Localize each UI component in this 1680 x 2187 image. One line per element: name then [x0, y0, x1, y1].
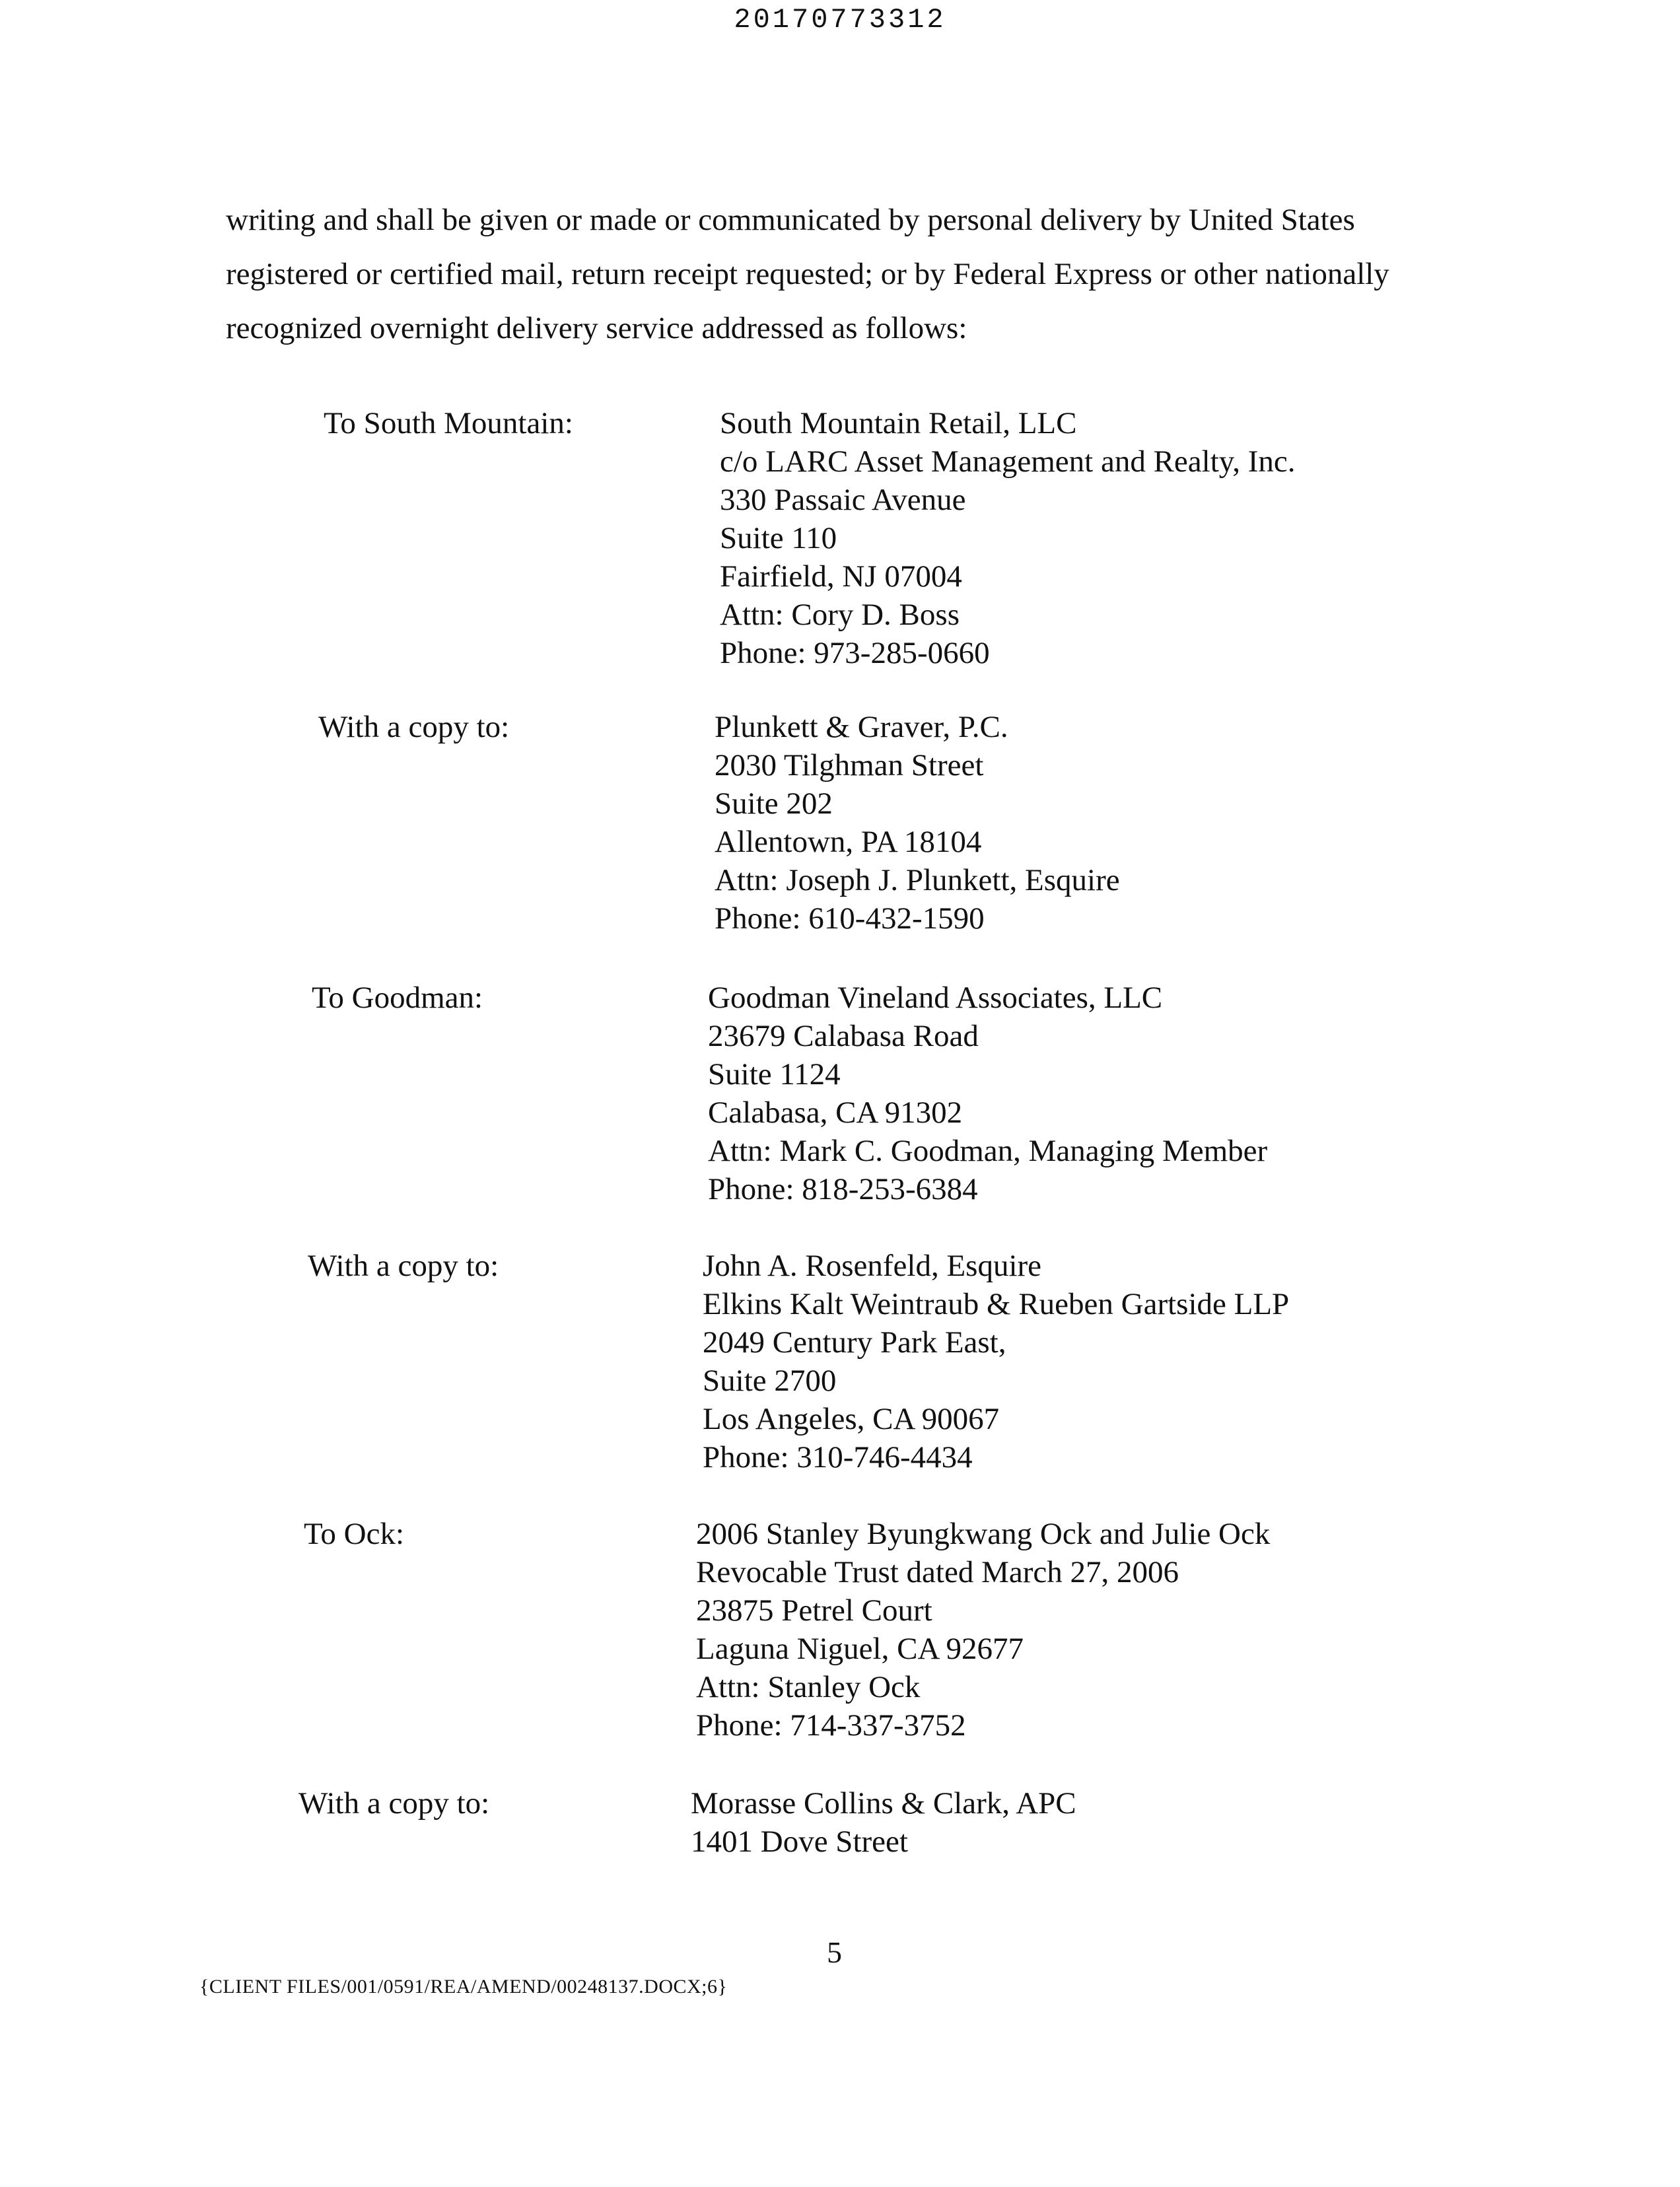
document-number: 20170773312 — [734, 4, 946, 36]
notice-label: With a copy to: — [298, 1786, 490, 1821]
address-line: Laguna Niguel, CA 92677 — [696, 1632, 1024, 1666]
address-line: 23679 Calabasa Road — [708, 1019, 979, 1053]
address-line: Suite 202 — [715, 786, 833, 821]
address-line: Elkins Kalt Weintraub & Rueben Gartside LLP — [703, 1287, 1290, 1321]
address-line: Calabasa, CA 91302 — [708, 1095, 963, 1130]
notice-label: To Ock: — [304, 1517, 405, 1551]
address-line: Phone: 714-337-3752 — [696, 1708, 966, 1743]
address-line: Suite 110 — [720, 521, 837, 555]
notice-address — [720, 404, 1295, 672]
address-line: 23875 Petrel Court — [696, 1593, 932, 1628]
address-line: Phone: 973-285-0660 — [720, 636, 990, 670]
address-line: Suite 2700 — [703, 1364, 837, 1398]
intro-paragraph — [226, 193, 1481, 355]
address-line: c/o LARC Asset Management and Realty, Inc. — [720, 444, 1296, 479]
address-line: Goodman Vineland Associates, LLC — [708, 981, 1163, 1015]
address-line: Allentown, PA 18104 — [715, 825, 982, 859]
notice-label: To South Mountain: — [324, 406, 573, 440]
address-line: Morasse Collins & Clark, APC — [691, 1786, 1076, 1821]
intro-line: registered or certified mail, return receipt requested; or by Federal Express or other nationally — [226, 257, 1389, 291]
address-line: Phone: 818-253-6384 — [708, 1172, 978, 1206]
notice-address — [696, 1515, 1270, 1745]
intro-line: recognized overnight delivery service addressed as follows: — [226, 311, 967, 345]
address-line: John A. Rosenfeld, Esquire — [703, 1249, 1042, 1283]
address-line: South Mountain Retail, LLC — [720, 406, 1077, 440]
address-line: 2006 Stanley Byungkwang Ock and Julie Ock — [696, 1517, 1271, 1551]
page-number: 5 — [827, 1935, 842, 1969]
intro-line: writing and shall be given or made or communicated by personal delivery by United States — [226, 203, 1355, 237]
notice-label: With a copy to: — [318, 710, 510, 744]
address-line: 2049 Century Park East, — [703, 1325, 1006, 1360]
notice-address — [691, 1784, 1076, 1861]
notice-label: To Goodman: — [312, 981, 483, 1015]
address-line: Revocable Trust dated March 27, 2006 — [696, 1555, 1179, 1589]
address-line: Attn: Stanley Ock — [696, 1670, 921, 1704]
address-line: 330 Passaic Avenue — [720, 483, 966, 517]
address-line: 1401 Dove Street — [691, 1824, 908, 1859]
address-line: Phone: 610-432-1590 — [715, 901, 985, 936]
address-line: Plunkett & Graver, P.C. — [715, 710, 1008, 744]
address-line: Los Angeles, CA 90067 — [703, 1402, 1000, 1436]
address-line: Suite 1124 — [708, 1057, 841, 1092]
address-line: Phone: 310-746-4434 — [703, 1440, 973, 1475]
notice-label: With a copy to: — [308, 1249, 499, 1283]
notice-address — [703, 1247, 1289, 1476]
address-line: Attn: Cory D. Boss — [720, 598, 960, 632]
address-line: Attn: Joseph J. Plunkett, Esquire — [715, 863, 1120, 897]
notice-address — [715, 708, 1120, 938]
notice-address — [708, 979, 1267, 1208]
address-line: 2030 Tilghman Street — [715, 748, 984, 782]
file-reference: {CLIENT FILES/001/0591/REA/AMEND/00248137.DOCX;6} — [199, 1976, 728, 1997]
address-line: Attn: Mark C. Goodman, Managing Member — [708, 1134, 1268, 1168]
address-line: Fairfield, NJ 07004 — [720, 559, 962, 594]
